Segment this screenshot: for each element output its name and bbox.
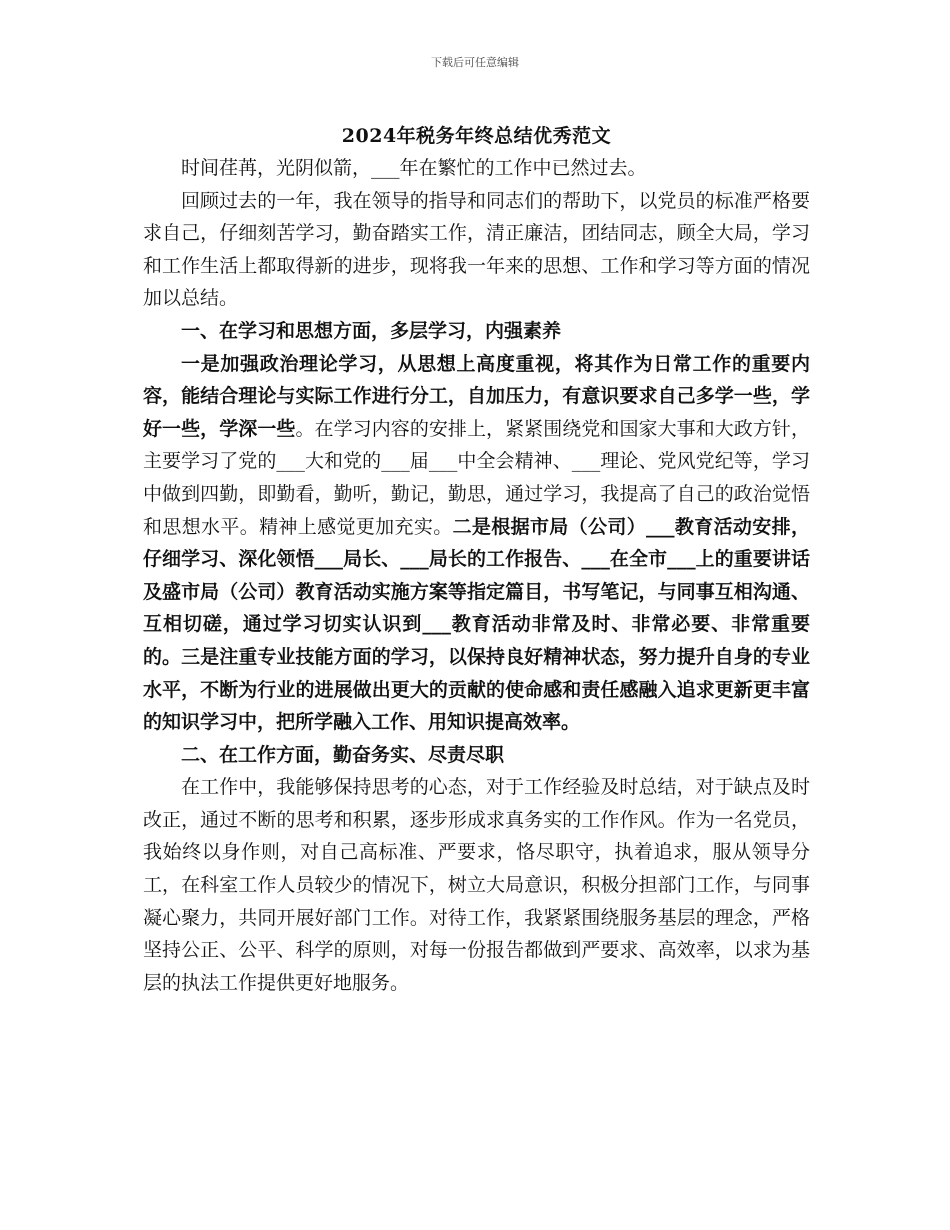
paragraph-study xyxy=(143,348,810,739)
study-bold-part-1: 一是加强政治理论学习，从思想上高度重视，将其作为日常工作的重要内容，能结合理论与实际工作进行分工，自加压力，有意识要求自己多学一些，学好一些，学深一些 xyxy=(143,352,810,440)
document-page xyxy=(143,120,810,999)
header-note: 下载后可任意编辑 xyxy=(431,56,519,69)
study-normal-part: 。在学习内容的安排上，紧紧围绕党和国家大事和大政方针，主要学习了党的___大和党的___届___中全会精神、___理论、党风党纪等，学习中做到四勤，即勤看，勤听，勤记，勤思，通过学习，我提高了自己的政治觉悟和思想水平。精神上感觉更加充实。 xyxy=(143,417,810,538)
section-heading-work: 二、在工作方面，勤奋务实、尽责尽职 xyxy=(181,743,505,766)
section-heading-study: 一、在学习和思想方面，多层学习，内强素养 xyxy=(181,319,562,342)
paragraph-work: 在工作中，我能够保持思考的心态，对于工作经验及时总结，对于缺点及时改正，通过不断的思考和积累，逐步形成求真务实的工作作风。作为一名党员，我始终以身作则，对自己高标准、严要求，恪尽职守，执着追求，服从领导分工，在科室工作人员较少的情况下，树立大局意识，积极分担部门工作，与同事凝心聚力，共同开展好部门工作。对待工作，我紧紧围绕服务基层的理念，严格坚持公正、公平、科学的原则，对每一份报告都做到严要求、高效率，以求为基层的执法工作提供更好地服务。 xyxy=(143,776,810,994)
paragraph-review: 回顾过去的一年，我在领导的指导和同志们的帮助下，以党员的标准严格要求自己，仔细刻苦学习，勤奋踏实工作，清正廉洁，团结同志，顾全大局，学习和工作生活上都取得新的进步，现将我一年来的思想、工作和学习等方面的情况加以总结。 xyxy=(143,189,810,310)
study-bold-part-2: 二是根据市局（公司）___教育活动安排，仔细学习、深化领悟___局长、___局长的工作报告、___在全市___上的重要讲话及盛市局（公司）教育活动实施方案等指定篇目，书写笔记，与同事互相沟通、互相切磋，通过学习切实认识到___教育活动非常及时、非常必要、非常重要的。三是注重专业技能方面的学习，以保持良好精神状态，努力提升自身的专业水平，不断为行业的进展做出更大的贡献的使命感和责任感融入追求更新更丰富的知识学习中，把所学融入工作、用知识提高效率。 xyxy=(143,515,810,734)
paragraph-intro: 时间荏苒，光阴似箭，___年在繁忙的工作中已然过去。 xyxy=(181,157,647,179)
document-title: 2024年税务年终总结优秀范文 xyxy=(341,125,612,147)
